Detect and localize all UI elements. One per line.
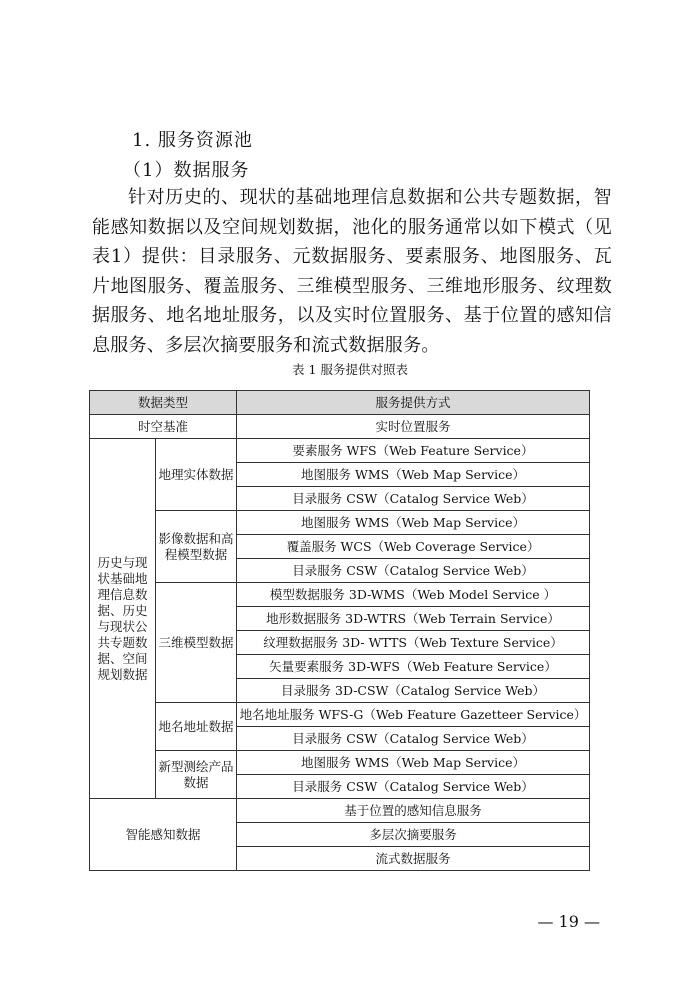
service-cell: 目录服务 CSW（Catalog Service Web）: [237, 487, 590, 511]
subgroup-label: 新型测绘产品数据: [156, 751, 237, 799]
service-cell: 基于位置的感知信息服务: [237, 799, 590, 823]
service-cell: 实时位置服务: [237, 415, 590, 439]
service-cell: 地形数据服务 3D-WTRS（Web Terrain Service）: [237, 607, 590, 631]
page-number: [0, 912, 700, 931]
subgroup-label: 影像数据和高程模型数据: [156, 511, 237, 583]
section-heading: 1. 服务资源池: [132, 130, 253, 151]
service-cell: 矢量要素服务 3D-WFS（Web Feature Service）: [237, 655, 590, 679]
service-cell: 地图服务 WMS（Web Map Service）: [237, 463, 590, 487]
service-cell: 纹理数据服务 3D- WTTS（Web Texture Service）: [237, 631, 590, 655]
service-cell: 地名地址服务 WFS-G（Web Feature Gazetteer Service）: [237, 703, 590, 727]
paragraph-text: 针对历史的、现状的基础地理信息数据和公共专题数据，智能感知数据以及空间规划数据，池化的服务通常以如下模式（见表1）提供：目录服务、元数据服务、要素服务、地图服务、瓦片地图服务、覆盖服务、三维模型服务、三维地形服务、纹理数据服务、地名地址服务，以及实时位置服务、基于位置的感知信息服务、多层次摘要服务和流式数据服务。: [92, 187, 612, 356]
page-number-text: — 19 —: [537, 912, 600, 931]
group-label-smart: 智能感知数据: [90, 799, 237, 871]
service-cell: 目录服务 CSW（Catalog Service Web）: [237, 775, 590, 799]
service-table: [89, 390, 590, 871]
header-data-type: 数据类型: [90, 391, 237, 415]
subgroup-label: 地名地址数据: [156, 703, 237, 751]
service-cell: 目录服务 CSW（Catalog Service Web）: [237, 727, 590, 751]
table-row: [90, 751, 590, 775]
table-body: [90, 415, 590, 871]
table-caption: 表 1 服务提供对照表: [292, 362, 408, 377]
type-cell: 时空基准: [90, 415, 237, 439]
group-label-history: 历史与现状基础地理信息数据、历史与现状公共专题数据、空间规划数据: [90, 439, 156, 799]
service-cell: 地图服务 WMS（Web Map Service）: [237, 511, 590, 535]
service-cell: 流式数据服务: [237, 847, 590, 871]
service-cell: 地图服务 WMS（Web Map Service）: [237, 751, 590, 775]
service-cell: 模型数据服务 3D-WMS（Web Model Service ）: [237, 583, 590, 607]
table-row: [90, 703, 590, 727]
service-cell: 目录服务 CSW（Catalog Service Web）: [237, 559, 590, 583]
table-row: [90, 583, 590, 607]
table-header-row: [90, 391, 590, 415]
table-row: [90, 799, 590, 823]
service-cell: 多层次摘要服务: [237, 823, 590, 847]
body-paragraph: [92, 183, 612, 360]
table-row: [90, 439, 590, 463]
subgroup-label: 地理实体数据: [156, 439, 237, 511]
service-cell: 覆盖服务 WCS（Web Coverage Service）: [237, 535, 590, 559]
header-service-mode: 服务提供方式: [237, 391, 590, 415]
service-cell: 要素服务 WFS（Web Feature Service）: [237, 439, 590, 463]
subgroup-label: 三维模型数据: [156, 583, 237, 703]
subsection-heading: （1）数据服务: [123, 160, 250, 181]
service-cell: 目录服务 3D-CSW（Catalog Service Web）: [237, 679, 590, 703]
table-row: [90, 511, 590, 535]
table-row: [90, 415, 590, 439]
